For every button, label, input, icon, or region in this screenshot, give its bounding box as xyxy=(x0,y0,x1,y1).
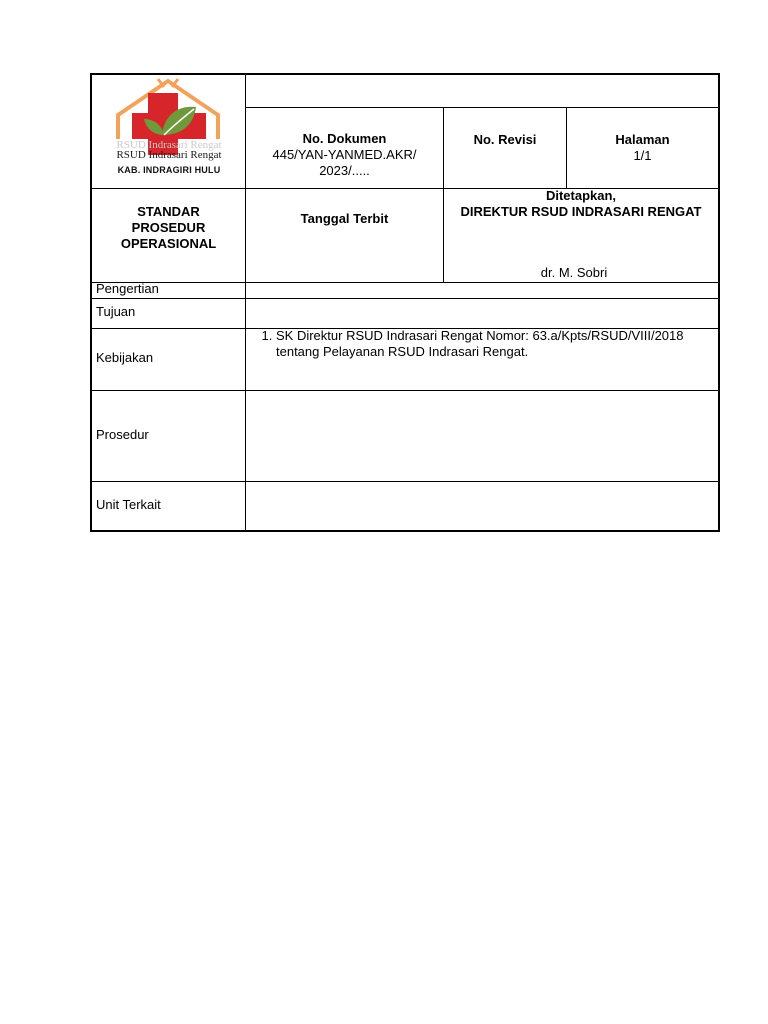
prosedur-label: Prosedur xyxy=(96,427,149,442)
no-dokumen-cell xyxy=(246,131,443,179)
logo-region: KAB. INDRAGIRI HULU xyxy=(117,165,221,175)
border-left xyxy=(90,73,92,532)
unit-terkait-label: Unit Terkait xyxy=(96,497,161,512)
sop-title-line1: STANDAR xyxy=(137,204,200,219)
divider-kebijakan-bottom xyxy=(90,390,720,391)
direktur-label: DIREKTUR RSUD INDRASARI RENGAT xyxy=(460,204,702,219)
no-dokumen-label: No. Dokumen xyxy=(302,131,387,146)
tujuan-label: Tujuan xyxy=(96,304,136,319)
sop-title-line3: OPERASIONAL xyxy=(120,236,217,251)
divider-prosedur-bottom xyxy=(90,481,720,482)
kebijakan-label: Kebijakan xyxy=(96,350,154,365)
logo-hospital-name: RSUD Indrasari Rengat xyxy=(116,149,222,161)
halaman-value: 1/1 xyxy=(633,148,652,163)
ditetapkan-label: Ditetapkan, xyxy=(545,188,617,203)
border-bottom xyxy=(90,530,720,532)
tanggal-terbit-label: Tanggal Terbit xyxy=(300,211,389,226)
logo-ghost-text: RSUD Indrasari Rengat xyxy=(116,139,222,151)
pengertian-label: Pengertian xyxy=(96,281,159,296)
sop-title-line2: PROSEDUR xyxy=(131,220,206,235)
kebijakan-list xyxy=(246,328,716,360)
no-revisi-label: No. Revisi xyxy=(473,132,537,147)
halaman-label: Halaman xyxy=(615,132,670,147)
hospital-logo xyxy=(104,77,234,183)
ditetapkan-cell xyxy=(444,188,718,220)
no-dokumen-value-line1: 445/YAN-YANMED.AKR/ xyxy=(272,147,417,162)
halaman-cell xyxy=(567,132,718,164)
sop-document-table xyxy=(90,73,720,532)
border-top xyxy=(90,73,720,75)
kebijakan-content xyxy=(246,328,716,360)
sop-title xyxy=(92,204,245,252)
no-dokumen-value-line2: 2023/..... xyxy=(319,163,370,178)
border-right xyxy=(718,73,720,532)
kebijakan-item: 1. SK Direktur RSUD Indrasari Rengat Nomor: 63.a/Kpts/RSUD/VIII/2018 tentang Pelayanan RSUD Indrasari Rengat. xyxy=(276,328,716,360)
divider-pengertian-bottom xyxy=(90,298,720,299)
divider-header-top xyxy=(245,107,720,108)
signatory-name: dr. M. Sobri xyxy=(540,265,608,280)
